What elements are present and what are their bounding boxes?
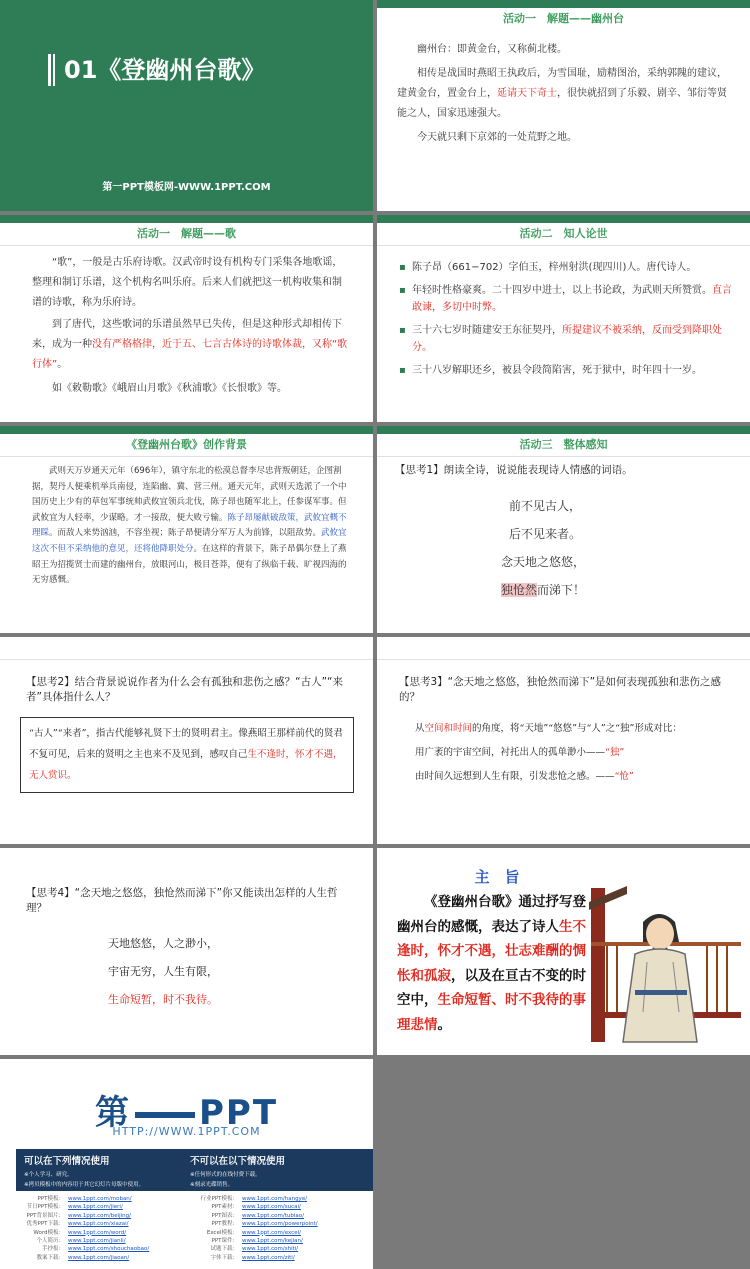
slide-author bbox=[377, 215, 750, 422]
slide-header-bar bbox=[0, 215, 373, 223]
resource-link-row: PPT素材： www.1ppt.com/sucai/ bbox=[211, 1204, 301, 1211]
list-item: ▪ 三十六七岁时随建安王东征契丹，所提建议不被采纳，反而受到降职处分。 bbox=[399, 322, 734, 356]
highlighted-word: 独怆然 bbox=[501, 583, 538, 597]
slide-youzhoutai bbox=[377, 0, 750, 211]
poem-line: 念天地之悠悠， bbox=[501, 555, 586, 569]
title-bars-icon bbox=[48, 54, 56, 86]
resource-link[interactable]: www.1ppt.com/shiti/ bbox=[242, 1246, 299, 1253]
resource-link-row: PPT图表： www.1ppt.com/tubiao/ bbox=[211, 1212, 304, 1219]
resource-link[interactable]: www.1ppt.com/shouchaobao/ bbox=[68, 1246, 150, 1253]
resource-link-row: PPT模板： www.1ppt.com/moban/ bbox=[37, 1196, 132, 1202]
question-text: 【思考4】“念天地之悠悠，独怆然而涕下”你又能读出怎样的人生哲理？ bbox=[26, 887, 338, 914]
paragraph: 如《敕勒歌》《峨眉山月歌》《秋浦歌》《长恨歌》等。 bbox=[52, 383, 287, 394]
resource-link-row: Excel模板： www.1ppt.com/excel/ bbox=[206, 1229, 301, 1236]
question-text: 【思考3】“念天地之悠悠，独怆然而涕下”是如何表现孤独和悲伤之感的？ bbox=[399, 676, 722, 703]
poem-line: 前不见古人， bbox=[509, 499, 582, 513]
links-left bbox=[20, 1195, 190, 1262]
list-item: ▪ 陈子昂（661−702）字伯玉，梓州射洪(现四川)人。唐代诗人。 bbox=[399, 259, 734, 276]
slide-heading: 活动三 整体感知 bbox=[519, 438, 608, 451]
slide-heading: 主 旨 bbox=[474, 868, 520, 886]
resource-link[interactable]: www.1ppt.com/jiaoan/ bbox=[68, 1254, 130, 1261]
resource-link[interactable]: www.1ppt.com/kejian/ bbox=[242, 1238, 303, 1245]
resource-link[interactable]: www.1ppt.com/tubiao/ bbox=[242, 1212, 304, 1219]
resource-link-row: 试题下载： www.1ppt.com/shiti/ bbox=[210, 1246, 299, 1253]
slide-title bbox=[0, 0, 373, 211]
resource-link-row: 行业PPT模板： www.1ppt.com/hangye/ bbox=[200, 1196, 308, 1202]
paragraph: 今天就只剩下京郊的一处荒野之地。 bbox=[417, 132, 577, 143]
paragraph: 到了唐代，这些歌词的乐谱虽然早已失传，但是这种形式却相传下来，成为一种没有严格格律，近于五、七言古体诗的诗歌体裁，又称“歌行体”。 bbox=[32, 319, 348, 370]
list-item: ▪ 三十八岁解职还乡，被县令段简陷害，死于狱中，时年四十一岁。 bbox=[399, 362, 734, 379]
answer-text: 从空间和时间的角度，将“天地”“悠悠”与“人”之“独”形成对比： 用广袤的宇宙空间，衬托出人的孤单渺小——“独” 由时间久远想到人生有限，引发悲怆之感。——“怆” bbox=[415, 723, 682, 782]
poem-line: 后不见来者。 bbox=[509, 527, 582, 541]
question-text: 【思考1】朗读全诗，说说能表现诗人情感的词语。 bbox=[395, 464, 633, 476]
resource-link[interactable]: www.1ppt.com/jianli/ bbox=[68, 1238, 126, 1245]
slide-header-bar bbox=[377, 215, 750, 223]
resource-link-row: PPT教程： www.1ppt.com/powerpoint/ bbox=[211, 1221, 318, 1228]
resource-link-row: 教案下载： www.1ppt.com/jiaoan/ bbox=[36, 1254, 130, 1261]
slide-heading: 《登幽州台歌》创作背景 bbox=[126, 438, 247, 451]
paragraph: 幽州台：即黄金台，又称蓟北楼。 bbox=[417, 44, 567, 55]
list-item: ▪ 年轻时性格豪爽。二十四岁中进士，以上书论政，为武则天所赞赏。直言敢谏，多切中时弊。 bbox=[399, 282, 734, 316]
resource-link-row: PPT背景图片： www.1ppt.com/beijing/ bbox=[26, 1212, 132, 1219]
ppt-logo: 第 PPT bbox=[94, 1093, 279, 1133]
slide-ge bbox=[0, 215, 373, 422]
slide-theme bbox=[377, 848, 750, 1055]
paragraph: 相传是战国时燕昭王执政后，为雪国耻，励精图治，采纳郭隗的建议，建黄金台，置金台上，延请天下奇士，很快就招到了乐毅、剧辛、邹衍等贤能之人，国家迅速强大。 bbox=[397, 68, 727, 119]
poem bbox=[501, 492, 585, 604]
slide-header-bar bbox=[0, 426, 373, 434]
paragraph: “歌”，一般是古乐府诗歌。汉武帝时设有机构专门采集各地歌谣，整理和制订乐谱，这个机构名叫乐府。后来人们就把这一机构收集和制谱的诗歌，称为乐府诗。 bbox=[32, 257, 343, 308]
poem-line: 独怆然而涕下！ bbox=[501, 583, 586, 597]
resource-link[interactable]: www.1ppt.com/powerpoint/ bbox=[242, 1221, 318, 1228]
resource-link-row: 优秀PPT下载： www.1ppt.com/xiazai/ bbox=[26, 1221, 129, 1228]
links-right bbox=[194, 1195, 364, 1262]
resource-link-row: 节日PPT模板： www.1ppt.com/jieri/ bbox=[26, 1204, 123, 1211]
poet-illustration bbox=[587, 882, 747, 1052]
question-text: 【思考2】结合背景说说作者为什么会有孤独和悲伤之感？“古人”“来者”具体指什么人？ bbox=[26, 676, 343, 703]
slide-heading: 活动一 解题——幽州台 bbox=[503, 12, 624, 25]
slide-think2 bbox=[0, 637, 373, 844]
resource-link-row: 手抄报： www.1ppt.com/shouchaobao/ bbox=[41, 1246, 150, 1253]
slide-header-bar bbox=[377, 0, 750, 8]
author-bullet-list bbox=[399, 259, 734, 385]
background-text: 武则天万岁通天元年（696年），镇守东北的松漠总督李尽忠背叛朝廷，企图割据，契丹人便乘机举兵南侵，连陷幽、冀、营三州。通天元年，武则天选派了一个中国历史上少有的草包军事统帅武攸宜领兵北伐，陈子昂也随军北上，任参谋军事。但武攸宜为人轻率，少谋略。才一接敌，便大败亏输。陈子昂屡献破敌策，武攸宜概不理睬。而敌人来势汹汹，不容坐视；陈子昂便请分军万人为前锋，以阻敌势。武攸宜这次不但不采纳他的意见，还将他降职处分。在这样的背景下，陈子昂偶尔登上了燕昭王为招揽贤士而建的幽州台，放眼河山，极目苍莽，便有了纵临千载、旷视四海的无穷感慨。 bbox=[32, 466, 347, 586]
answer-box: “古人”“来者”，指古代能够礼贤下士的贤明君主。像燕昭王那样前代的贤君不复可见，后来的贤明之主也来不及见到，感叹自己生不逢时，怀才不遇，无人赏识。 bbox=[20, 717, 354, 793]
resource-link-row: 字体下载： www.1ppt.com/ziti/ bbox=[210, 1254, 295, 1261]
resource-link[interactable]: www.1ppt.com/word/ bbox=[68, 1229, 127, 1236]
title-footer: 第一PPT模板网-WWW.1PPT.COM bbox=[102, 182, 271, 193]
resource-link[interactable]: www.1ppt.com/excel/ bbox=[242, 1229, 301, 1236]
slide-header-bar bbox=[377, 426, 750, 434]
resource-link[interactable]: www.1ppt.com/xiazai/ bbox=[68, 1221, 129, 1228]
theme-text: 《登幽州台歌》通过抒写登幽州台的感慨，表达了诗人生不逢时，怀才不遇，壮志难酬的惆怅和孤寂，以及在亘古不变的时空中，生命短暂、时不我待的事理悲情。 bbox=[397, 894, 586, 1033]
usage-banner: 可以在下列情况使用 ※个人学习、研究。 ※拷贝模板中的内容用于其它幻灯片母版中使用。 不可以在以下情况使用 ※任何形式的在线付费下载。 ※刻录光碟销售。 bbox=[16, 1149, 373, 1191]
resource-link[interactable]: www.1ppt.com/sucai/ bbox=[242, 1204, 301, 1211]
resource-link-row: Word模板： www.1ppt.com/word/ bbox=[33, 1229, 127, 1236]
answer-text: 天地悠悠，人之渺小， 宇宙无穷，人生有限， 生命短暂，时不我待。 bbox=[108, 937, 218, 1006]
slide-credits bbox=[0, 1059, 373, 1269]
logo-url: HTTP://WWW.1PPT.COM bbox=[112, 1125, 261, 1138]
resource-link[interactable]: www.1ppt.com/beijing/ bbox=[68, 1212, 132, 1219]
resource-link[interactable]: www.1ppt.com/hangye/ bbox=[242, 1196, 308, 1202]
slide-background bbox=[0, 426, 373, 633]
resource-link[interactable]: www.1ppt.com/jieri/ bbox=[68, 1204, 123, 1211]
page-title: 01《登幽州台歌》 bbox=[64, 56, 266, 84]
slide-heading: 活动二 知人论世 bbox=[519, 227, 608, 240]
resource-link-row: PPT课件： www.1ppt.com/kejian/ bbox=[211, 1238, 303, 1245]
slide-think4 bbox=[0, 848, 373, 1055]
resource-link[interactable]: www.1ppt.com/moban/ bbox=[68, 1196, 132, 1202]
resource-link-row: 个人简历： www.1ppt.com/jianli/ bbox=[36, 1238, 126, 1245]
slide-heading: 活动一 解题——歌 bbox=[137, 227, 236, 240]
resource-link[interactable]: www.1ppt.com/ziti/ bbox=[242, 1254, 295, 1261]
slide-perception bbox=[377, 426, 750, 633]
slide-think3 bbox=[377, 637, 750, 844]
